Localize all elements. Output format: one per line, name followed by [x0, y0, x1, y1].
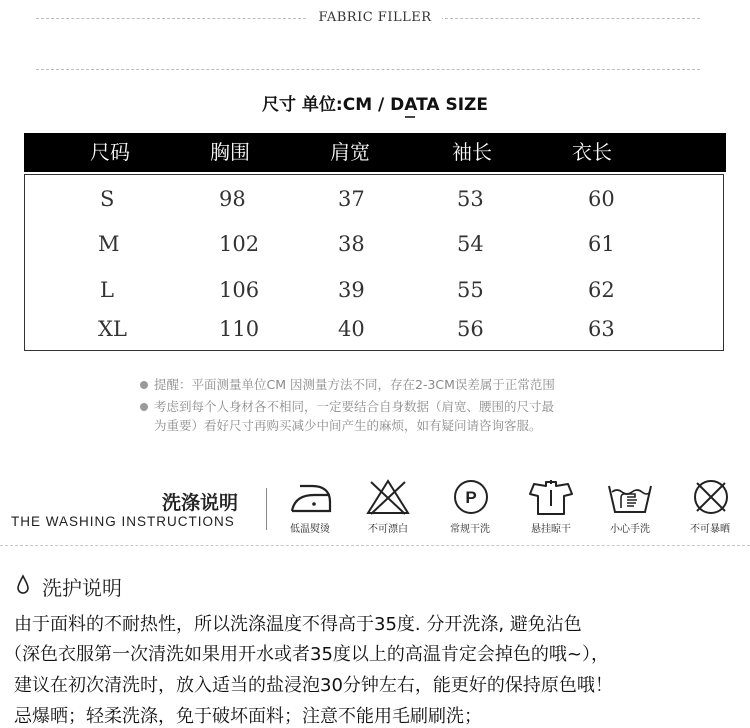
- title-underline-dash: [405, 116, 415, 118]
- cell-sleeve: 53: [457, 187, 484, 211]
- section-dashed-divider: [0, 545, 750, 546]
- measurement-note: 提醒：平面测量单位CM 因测量方法不同，存在2-3CM误差属于正常范围: [140, 375, 555, 393]
- no-bleach-label: 不可漂白: [368, 524, 408, 535]
- care-text-line: 建议在初次清洗时，放入适当的盐浸泡30分钟左右，能更好的保持原色哦！: [14, 675, 613, 696]
- cell-size: XL: [98, 317, 127, 341]
- fabric-filler-label: FABRIC FILLER: [0, 10, 750, 25]
- washing-divider: [266, 488, 267, 530]
- care-text-line: 忌爆晒；轻柔洗涤，免于破坏面料；注意不能用毛刷刷洗；: [14, 706, 482, 727]
- column-header-sleeve: 袖长: [452, 140, 492, 164]
- cell-chest: 98: [219, 187, 246, 211]
- svg-text:P: P: [465, 488, 477, 507]
- fit-advice-note-continued: 为重要）看好尺寸再购买减少中间产生的麻烦，如有疑问请咨询客服。: [154, 418, 542, 433]
- dry-clean-p-icon: [446, 478, 496, 516]
- iron-low-label: 低温熨烫: [290, 524, 330, 535]
- cell-shoulder: 39: [338, 278, 365, 302]
- cell-shoulder: 37: [338, 187, 365, 211]
- hand-wash-label: 小心手洗: [610, 524, 650, 535]
- care-text-line: 由于面料的不耐热性，所以洗涤温度不得高于35度. 分开洗涤, 避免沾色: [14, 614, 582, 635]
- cell-length: 60: [588, 187, 615, 211]
- care-text-line: （深色衣服第一次清洗如果用开水或者35度以上的高温肯定会掉色的哦~），: [4, 644, 609, 665]
- bullet-dot: [140, 403, 148, 411]
- water-drop-icon: [16, 574, 30, 594]
- no-tumble-dry-icon: [686, 478, 736, 516]
- care-title: 洗护说明: [42, 576, 122, 600]
- cell-size: M: [98, 232, 120, 256]
- header-dashed-divider: [36, 69, 700, 70]
- cell-sleeve: 56: [457, 317, 484, 341]
- cell-sleeve: 54: [457, 232, 484, 256]
- hang-dry-icon: [526, 478, 576, 516]
- hand-wash-icon: [605, 478, 655, 516]
- washing-title: 洗涤说明: [162, 492, 239, 514]
- cell-shoulder: 40: [338, 317, 365, 341]
- iron-low-icon: [286, 478, 336, 516]
- size-table-title: 尺寸 单位:CM / DATA SIZE: [262, 95, 488, 115]
- column-header-chest: 胸围: [210, 140, 250, 164]
- column-header-shoulder: 肩宽: [330, 140, 370, 164]
- cell-sleeve: 55: [457, 278, 484, 302]
- size-table-header: [24, 133, 726, 172]
- no-bleach-icon: [363, 478, 413, 516]
- no-tumble-dry-label: 不可暴晒: [690, 524, 730, 535]
- cell-length: 61: [588, 232, 615, 256]
- column-header-length: 衣长: [572, 140, 612, 164]
- cell-chest: 102: [219, 232, 260, 256]
- cell-size: S: [100, 187, 115, 211]
- cell-chest: 106: [219, 278, 260, 302]
- fit-advice-note: 考虑到每个人身材各不相同，一定要结合自身数据（肩宽、腰围的尺寸最: [140, 397, 554, 415]
- washing-subtitle: THE WASHING INSTRUCTIONS: [11, 514, 235, 529]
- size-table-body: [24, 174, 724, 351]
- cell-size: L: [100, 278, 114, 302]
- bullet-dot: [140, 381, 148, 389]
- cell-length: 62: [588, 278, 615, 302]
- column-header-size: 尺码: [90, 140, 130, 164]
- cell-length: 63: [588, 317, 615, 341]
- cell-chest: 110: [219, 317, 260, 341]
- cell-shoulder: 38: [338, 232, 365, 256]
- dry-clean-label: 常规干洗: [450, 524, 490, 535]
- hang-dry-label: 悬挂晾干: [531, 524, 571, 535]
